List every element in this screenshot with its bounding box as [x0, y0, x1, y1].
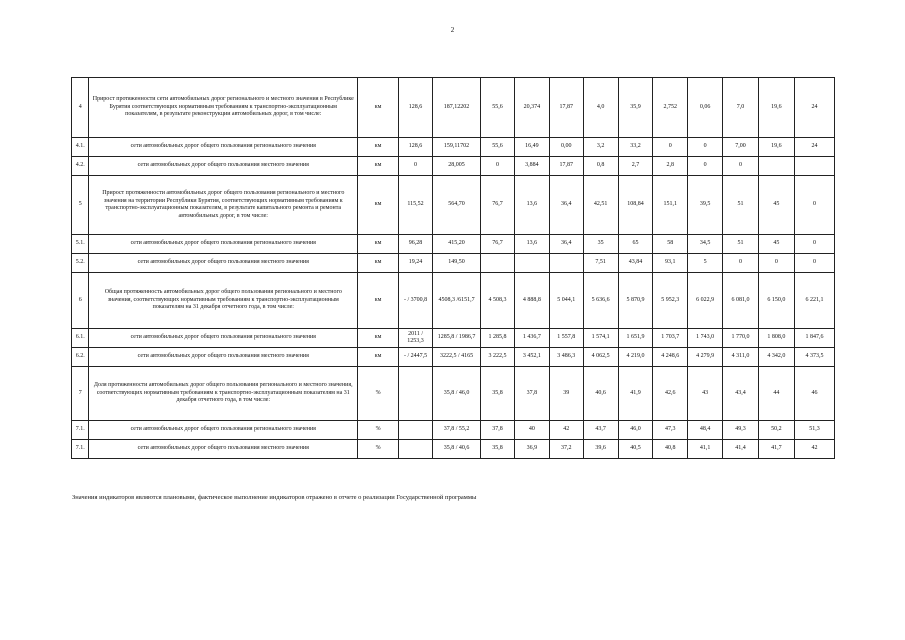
value-cell: 1 557,8 — [549, 329, 583, 348]
value-cell: 151,1 — [653, 176, 688, 235]
value-cell: 41,7 — [758, 440, 794, 459]
value-cell: 40,8 — [653, 440, 688, 459]
value-cell: 4 888,8 — [514, 273, 549, 329]
value-cell: 49,3 — [723, 421, 759, 440]
table-row — [72, 367, 835, 421]
value-cell: 187,12202 — [432, 78, 480, 138]
value-cell: 2,8 — [653, 157, 688, 176]
value-cell: 42,6 — [653, 367, 688, 421]
unit-cell: км — [358, 348, 399, 367]
value-cell: 0 — [794, 176, 834, 235]
value-cell: 1 574,1 — [583, 329, 618, 348]
value-cell: 564,70 — [432, 176, 480, 235]
unit-cell: км — [358, 157, 399, 176]
value-cell: 46,0 — [618, 421, 653, 440]
unit-cell: км — [358, 78, 399, 138]
value-cell: 1 743,0 — [688, 329, 723, 348]
value-cell: 36,9 — [514, 440, 549, 459]
value-cell: 6 081,0 — [723, 273, 759, 329]
value-cell: 3,884 — [514, 157, 549, 176]
value-cell: 5 952,3 — [653, 273, 688, 329]
value-cell: 5 636,6 — [583, 273, 618, 329]
value-cell — [794, 157, 834, 176]
value-cell: 108,84 — [618, 176, 653, 235]
indicators-table — [71, 77, 835, 459]
value-cell: 4 219,0 — [618, 348, 653, 367]
value-cell: 0 — [688, 138, 723, 157]
row-number-cell: 6.2. — [72, 348, 89, 367]
indicator-name-cell: Доля протяженности автомобильных дорог общего пользования регионального и местного значения, соответствующих нормативным требованиям к транспортно-эксплуатационным показателям на 31 декабря отчетного года, в том числе: — [89, 367, 358, 421]
indicator-name-cell: Общая протяженность автомобильных дорог общего пользования регионального и местного значения, соответствующих нормативным требованиям к транспортно-эксплуатационным показателям на 31 декабря отчетного года, в том числе: — [89, 273, 358, 329]
table-body — [72, 78, 835, 459]
value-cell: 35,8 / 40,6 — [432, 440, 480, 459]
value-cell: 35,8 — [481, 367, 515, 421]
value-cell: 17,87 — [549, 78, 583, 138]
value-cell — [481, 254, 515, 273]
value-cell — [549, 254, 583, 273]
value-cell: 42 — [549, 421, 583, 440]
value-cell: 3,2 — [583, 138, 618, 157]
value-cell: 58 — [653, 235, 688, 254]
row-number-cell: 7 — [72, 367, 89, 421]
value-cell: 24 — [794, 78, 834, 138]
value-cell: 39,5 — [688, 176, 723, 235]
value-cell: 4 508,3 — [481, 273, 515, 329]
value-cell: 7,0 — [723, 78, 759, 138]
value-cell: 4 342,0 — [758, 348, 794, 367]
value-cell: 5 044,1 — [549, 273, 583, 329]
value-cell: 13,6 — [514, 235, 549, 254]
value-cell: 4 373,5 — [794, 348, 834, 367]
value-cell: 35,9 — [618, 78, 653, 138]
table-row — [72, 138, 835, 157]
row-number-cell: 6 — [72, 273, 89, 329]
value-cell: 4508,3 /6151,7 — [432, 273, 480, 329]
value-cell: 41,1 — [688, 440, 723, 459]
value-cell: 0 — [758, 254, 794, 273]
unit-cell: км — [358, 235, 399, 254]
value-cell: 16,49 — [514, 138, 549, 157]
value-cell: 13,6 — [514, 176, 549, 235]
value-cell: 3 486,3 — [549, 348, 583, 367]
value-cell: 0 — [794, 235, 834, 254]
value-cell — [399, 421, 433, 440]
unit-cell: км — [358, 273, 399, 329]
value-cell: 6 150,0 — [758, 273, 794, 329]
value-cell: 40 — [514, 421, 549, 440]
value-cell: 2,752 — [653, 78, 688, 138]
value-cell: 76,7 — [481, 176, 515, 235]
value-cell: 44 — [758, 367, 794, 421]
value-cell: 3222,5 / 4165 — [432, 348, 480, 367]
value-cell: 1 847,6 — [794, 329, 834, 348]
value-cell: 48,4 — [688, 421, 723, 440]
value-cell: 4 279,9 — [688, 348, 723, 367]
row-number-cell: 4.2. — [72, 157, 89, 176]
unit-cell: % — [358, 367, 399, 421]
value-cell: 36,4 — [549, 176, 583, 235]
indicator-name-cell: сети автомобильных дорог общего пользования местного значения — [89, 254, 358, 273]
value-cell: 1 703,7 — [653, 329, 688, 348]
indicator-name-cell: Прирост протяженности сети автомобильных дорог регионального и местного значения в Республике Бурятия соответствующих нормативным требованиям к транспортно-эксплуатационным показателям, в результате реконструкции автомобильных дорог, в том числе: — [89, 78, 358, 138]
indicator-name-cell: сети автомобильных дорог общего пользования регионального значения — [89, 138, 358, 157]
indicator-name-cell: сети автомобильных дорог общего пользования местного значения — [89, 348, 358, 367]
unit-cell: км — [358, 176, 399, 235]
value-cell: 42 — [794, 440, 834, 459]
value-cell: 45 — [758, 235, 794, 254]
value-cell: 1 285,8 — [481, 329, 515, 348]
value-cell: 51 — [723, 176, 759, 235]
table-row — [72, 329, 835, 348]
row-number-cell: 7.1. — [72, 440, 89, 459]
value-cell: 19,6 — [758, 78, 794, 138]
row-number-cell: 6.1. — [72, 329, 89, 348]
value-cell: 0 — [481, 157, 515, 176]
value-cell: 6 022,9 — [688, 273, 723, 329]
indicator-name-cell: Прирост протяженности автомобильных дорог общего пользования регионального и местного значения на территории Республики Бурятия, соответствующих нормативным требованиям к транспортно-эксплуатационным показателям, в результате капитального ремонта и ремонта автомобильных дорог, в том числе: — [89, 176, 358, 235]
value-cell: 40,5 — [618, 440, 653, 459]
value-cell: 4 311,0 — [723, 348, 759, 367]
value-cell: 3 452,1 — [514, 348, 549, 367]
value-cell: 19,24 — [399, 254, 433, 273]
indicator-name-cell: сети автомобильных дорог общего пользования регионального значения — [89, 235, 358, 254]
value-cell: 96,28 — [399, 235, 433, 254]
value-cell: 3 222,5 — [481, 348, 515, 367]
value-cell: 37,8 — [481, 421, 515, 440]
value-cell: 0 — [653, 138, 688, 157]
value-cell: 7,00 — [723, 138, 759, 157]
value-cell: 37,8 — [514, 367, 549, 421]
value-cell: 19,6 — [758, 138, 794, 157]
indicator-name-cell: сети автомобильных дорог общего пользования местного значения — [89, 157, 358, 176]
value-cell: 2011 / 1253,3 — [399, 329, 433, 348]
value-cell: 415,20 — [432, 235, 480, 254]
value-cell: 0 — [794, 254, 834, 273]
value-cell: 93,1 — [653, 254, 688, 273]
value-cell: 40,6 — [583, 367, 618, 421]
value-cell — [399, 367, 433, 421]
value-cell: 4 062,5 — [583, 348, 618, 367]
row-number-cell: 4.1. — [72, 138, 89, 157]
row-number-cell: 5 — [72, 176, 89, 235]
value-cell: 0 — [723, 254, 759, 273]
value-cell: 5 870,9 — [618, 273, 653, 329]
value-cell: 0 — [723, 157, 759, 176]
page-number: 2 — [450, 26, 455, 34]
value-cell: 43,84 — [618, 254, 653, 273]
value-cell: 76,7 — [481, 235, 515, 254]
value-cell: 1 436,7 — [514, 329, 549, 348]
value-cell: 1 770,0 — [723, 329, 759, 348]
value-cell: 17,87 — [549, 157, 583, 176]
value-cell: 39 — [549, 367, 583, 421]
table-row — [72, 157, 835, 176]
value-cell: - / 2447,5 — [399, 348, 433, 367]
value-cell: 55,6 — [481, 138, 515, 157]
value-cell: 1 808,0 — [758, 329, 794, 348]
value-cell: 41,9 — [618, 367, 653, 421]
value-cell: 55,6 — [481, 78, 515, 138]
value-cell: 115,52 — [399, 176, 433, 235]
value-cell: 128,6 — [399, 138, 433, 157]
value-cell: 35,8 — [481, 440, 515, 459]
value-cell: 42,51 — [583, 176, 618, 235]
table-row — [72, 176, 835, 235]
value-cell: 1285,8 / 1986,7 — [432, 329, 480, 348]
row-number-cell: 7.1. — [72, 421, 89, 440]
value-cell: 41,4 — [723, 440, 759, 459]
value-cell: 0,8 — [583, 157, 618, 176]
value-cell: 7,51 — [583, 254, 618, 273]
value-cell: 65 — [618, 235, 653, 254]
value-cell: 39,6 — [583, 440, 618, 459]
value-cell: - / 3700,8 — [399, 273, 433, 329]
value-cell — [514, 254, 549, 273]
value-cell: 149,50 — [432, 254, 480, 273]
unit-cell: % — [358, 440, 399, 459]
value-cell: 45 — [758, 176, 794, 235]
table-row — [72, 421, 835, 440]
row-number-cell: 5.2. — [72, 254, 89, 273]
value-cell: 0 — [399, 157, 433, 176]
unit-cell: км — [358, 329, 399, 348]
value-cell: 5 — [688, 254, 723, 273]
unit-cell: % — [358, 421, 399, 440]
value-cell: 0,00 — [549, 138, 583, 157]
table-row — [72, 78, 835, 138]
value-cell: 37,2 — [549, 440, 583, 459]
value-cell: 128,6 — [399, 78, 433, 138]
value-cell — [399, 440, 433, 459]
value-cell: 50,2 — [758, 421, 794, 440]
value-cell: 37,8 / 55,2 — [432, 421, 480, 440]
unit-cell: км — [358, 254, 399, 273]
footnote: Значения индикаторов являются плановыми, фактическое выполнение индикаторов отражено в отчете о реализации Государственной программы — [72, 494, 477, 501]
value-cell: 28,005 — [432, 157, 480, 176]
row-number-cell: 4 — [72, 78, 89, 138]
indicator-name-cell: сети автомобильных дорог общего пользования регионального значения — [89, 329, 358, 348]
table-row — [72, 235, 835, 254]
row-number-cell: 5.1. — [72, 235, 89, 254]
table-row — [72, 254, 835, 273]
value-cell: 43,7 — [583, 421, 618, 440]
value-cell: 35,8 / 46,0 — [432, 367, 480, 421]
value-cell: 24 — [794, 138, 834, 157]
value-cell: 6 221,1 — [794, 273, 834, 329]
value-cell: 20,374 — [514, 78, 549, 138]
value-cell: 35 — [583, 235, 618, 254]
value-cell: 51,3 — [794, 421, 834, 440]
value-cell: 0,06 — [688, 78, 723, 138]
value-cell: 34,5 — [688, 235, 723, 254]
value-cell: 33,2 — [618, 138, 653, 157]
table-row — [72, 348, 835, 367]
table-row — [72, 440, 835, 459]
value-cell: 47,3 — [653, 421, 688, 440]
value-cell: 43,4 — [723, 367, 759, 421]
value-cell: 43 — [688, 367, 723, 421]
value-cell: 4,0 — [583, 78, 618, 138]
value-cell: 51 — [723, 235, 759, 254]
value-cell: 2,7 — [618, 157, 653, 176]
value-cell: 159,11702 — [432, 138, 480, 157]
value-cell — [758, 157, 794, 176]
value-cell: 4 248,6 — [653, 348, 688, 367]
value-cell: 46 — [794, 367, 834, 421]
indicator-name-cell: сети автомобильных дорог общего пользования регионального значения — [89, 421, 358, 440]
indicator-name-cell: сети автомобильных дорог общего пользования местного значения — [89, 440, 358, 459]
table-row — [72, 273, 835, 329]
unit-cell: км — [358, 138, 399, 157]
value-cell: 0 — [688, 157, 723, 176]
value-cell: 36,4 — [549, 235, 583, 254]
value-cell: 1 651,9 — [618, 329, 653, 348]
